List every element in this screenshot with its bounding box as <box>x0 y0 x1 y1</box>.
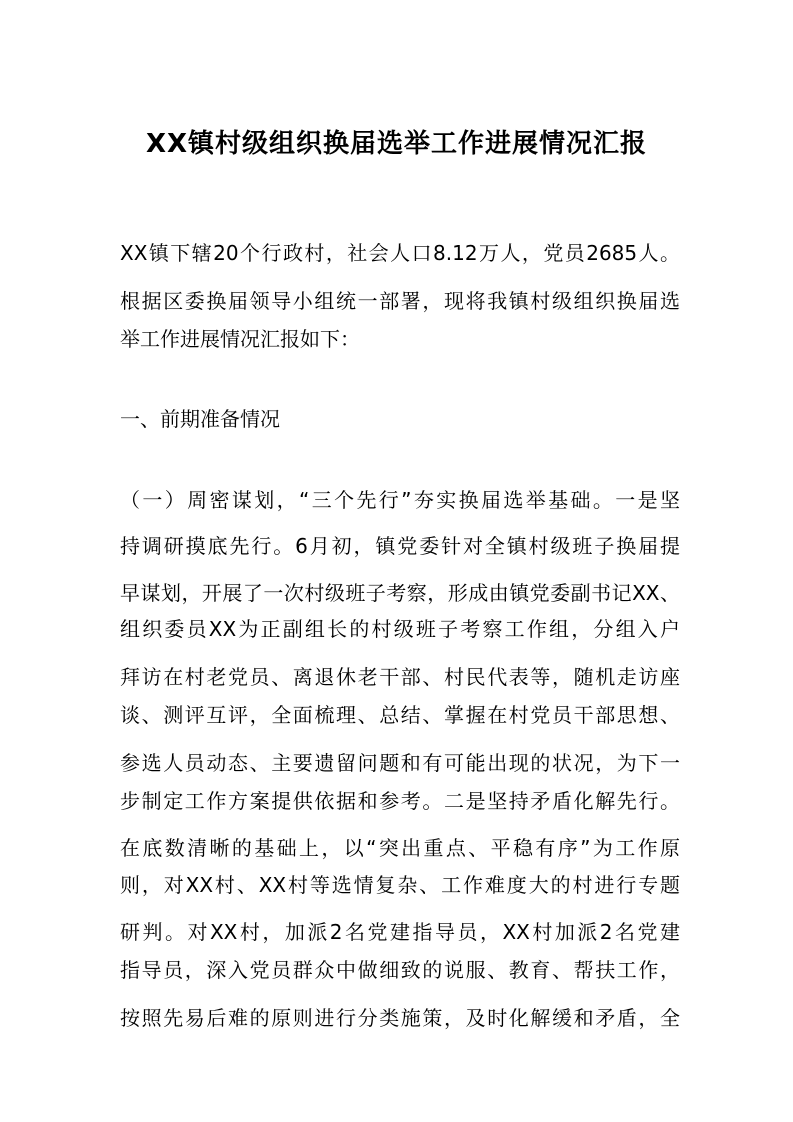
body-line: 则，对XX村、XX村等选情复杂、工作难度大的村进行专题 <box>120 873 680 897</box>
body-line: 参选人员动态、主要遗留问题和有可能出现的状况，为下一 <box>120 751 680 775</box>
body-line: 按照先易后难的原则进行分类施策，及时化解缓和矛盾，全 <box>120 1006 680 1030</box>
intro-line: 根据区委换届领导小组统一部署，现将我镇村级组织换届选 <box>120 289 680 313</box>
body-line: 组织委员XX为正副组长的村级班子考察工作组，分组入户 <box>120 617 680 641</box>
body-line: 持调研摸底先行。6月初，镇党委针对全镇村级班子换届提 <box>120 534 680 558</box>
section-heading: 一、前期准备情况 <box>120 407 280 431</box>
body-line: 早谋划，开展了一次村级班子考察，形成由镇党委副书记XX、 <box>120 581 680 605</box>
body-line: 研判。对XX村，加派2名党建指导员，XX村加派2名党建 <box>120 920 680 944</box>
body-line: 谈、测评互评，全面梳理、总结、掌握在村党员干部思想、 <box>120 703 680 727</box>
body-line: 在底数清晰的基础上，以“突出重点、平稳有序”为工作原 <box>120 836 680 860</box>
body-line: （一）周密谋划，“三个先行”夯实换届选举基础。一是坚 <box>120 488 680 512</box>
body-line: 拜访在村老党员、离退休老干部、村民代表等，随机走访座 <box>120 665 680 689</box>
intro-line: XX镇下辖20个行政村，社会人口8.12万人，党员2685人。 <box>120 241 680 265</box>
document-title: XX镇村级组织换届选举工作进展情况汇报 <box>145 129 648 159</box>
body-line: 指导员，深入党员群众中做细致的说服、教育、帮扶工作， <box>120 958 680 982</box>
intro-line: 举工作进展情况汇报如下： <box>120 327 360 351</box>
body-line: 步制定工作方案提供依据和参考。二是坚持矛盾化解先行。 <box>120 789 680 813</box>
